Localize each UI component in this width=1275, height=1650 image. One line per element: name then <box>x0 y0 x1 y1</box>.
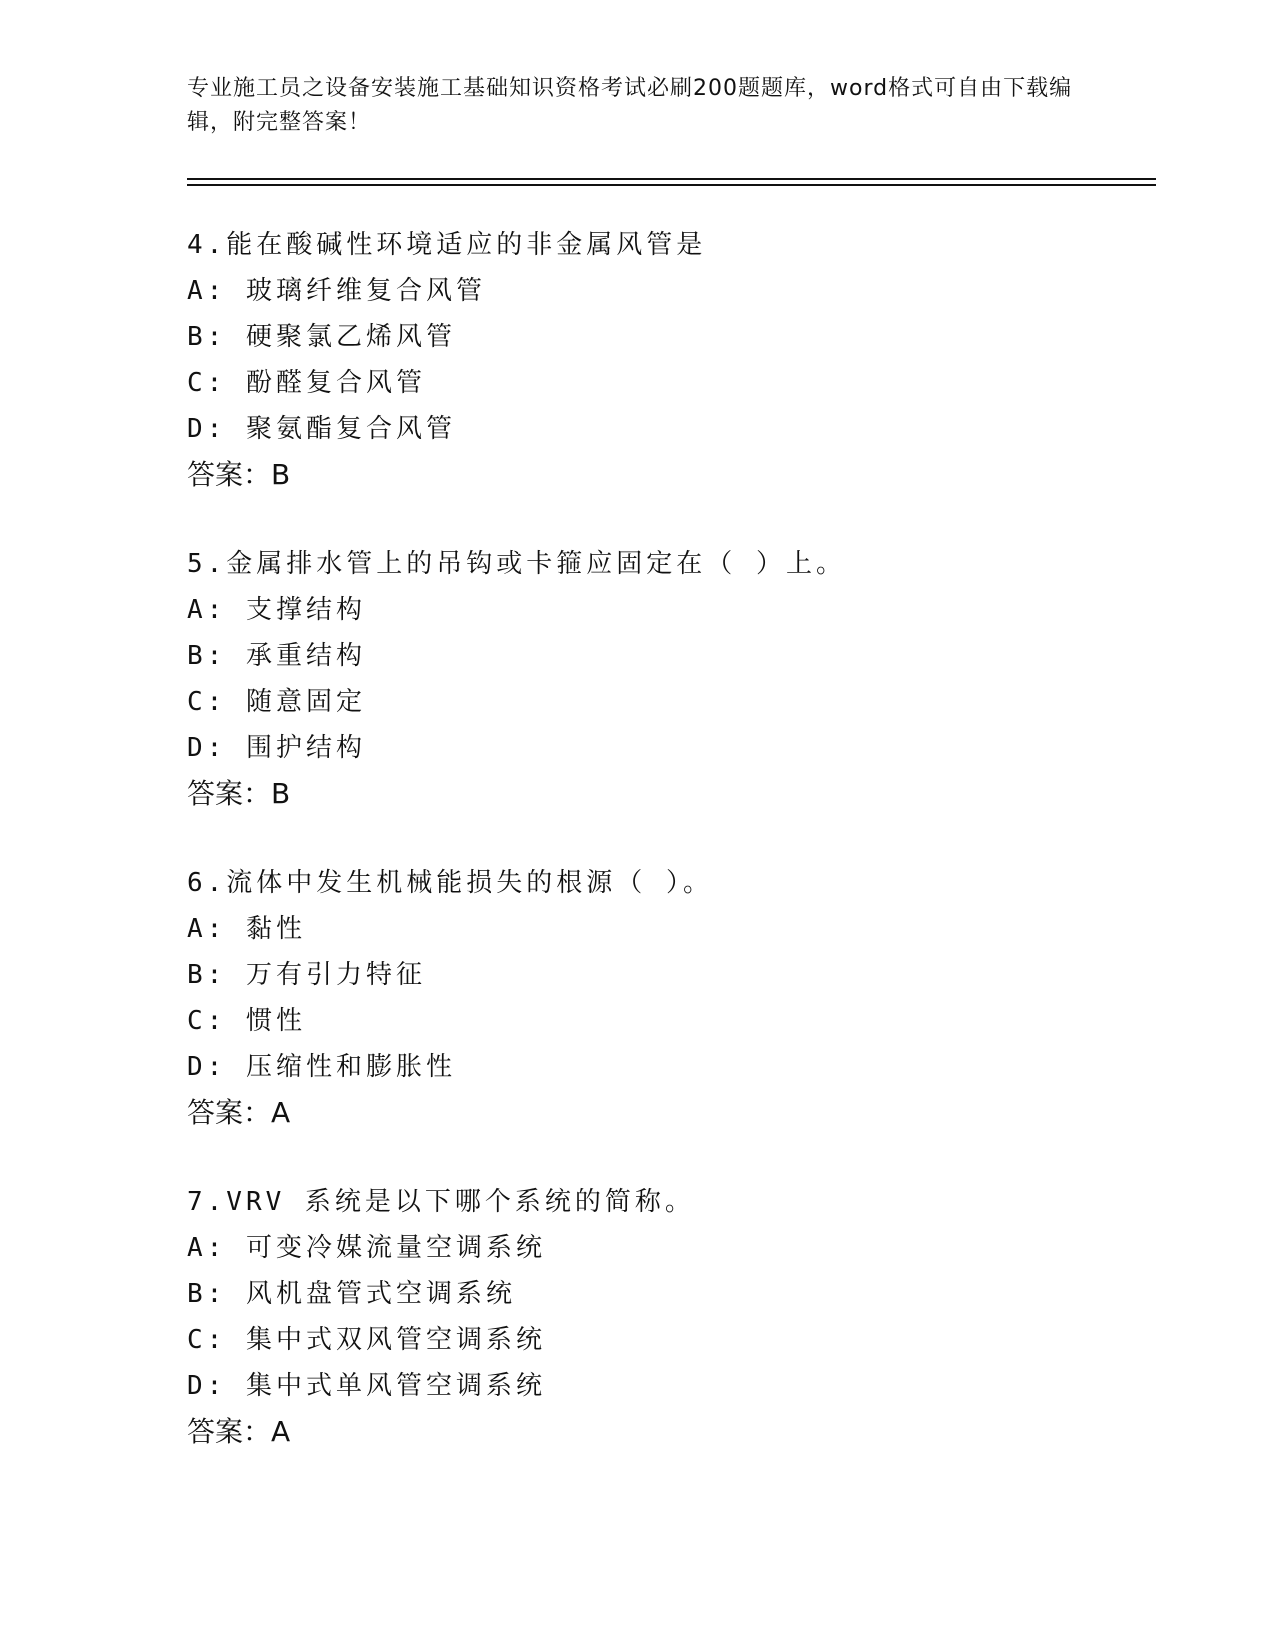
option-c: C: 惯性 <box>187 1006 306 1036</box>
question-5 <box>187 541 1147 817</box>
option-c: C: 酚醛复合风管 <box>187 368 426 398</box>
option-a: A: 可变冷媒流量空调系统 <box>187 1233 546 1263</box>
question-4 <box>187 222 1147 498</box>
document-header: 专业施工员之设备安装施工基础知识资格考试必刷200题题库，word格式可自由下载编辑，附完整答案！ <box>187 76 1073 135</box>
question-6 <box>187 860 1147 1136</box>
option-a: A: 支撑结构 <box>187 595 366 625</box>
question-title: 4.能在酸碱性环境适应的非金属风管是 <box>187 230 707 260</box>
option-b: B: 承重结构 <box>187 641 366 671</box>
option-a: A: 玻璃纤维复合风管 <box>187 276 486 306</box>
option-d: D: 围护结构 <box>187 733 366 763</box>
option-b: B: 硬聚氯乙烯风管 <box>187 322 456 352</box>
option-c: C: 集中式双风管空调系统 <box>187 1325 546 1355</box>
question-title: 7.VRV 系统是以下哪个系统的简称。 <box>187 1187 695 1217</box>
question-7 <box>187 1179 1147 1455</box>
option-b: B: 风机盘管式空调系统 <box>187 1279 516 1309</box>
option-d: D: 压缩性和膨胀性 <box>187 1052 456 1082</box>
answer-line: 答案：A <box>187 1096 291 1129</box>
header-divider-bottom <box>187 184 1156 186</box>
header-divider-top <box>187 178 1156 180</box>
answer-line: 答案：A <box>187 1415 291 1448</box>
answer-line: 答案：B <box>187 458 291 491</box>
option-b: B: 万有引力特征 <box>187 960 426 990</box>
option-d: D: 聚氨酯复合风管 <box>187 414 456 444</box>
option-d: D: 集中式单风管空调系统 <box>187 1371 546 1401</box>
option-a: A: 黏性 <box>187 914 306 944</box>
option-c: C: 随意固定 <box>187 687 366 717</box>
question-title: 5.金属排水管上的吊钩或卡箍应固定在（ ）上。 <box>187 549 846 579</box>
answer-line: 答案：B <box>187 777 291 810</box>
question-title: 6.流体中发生机械能损失的根源（ ）。 <box>187 868 713 898</box>
